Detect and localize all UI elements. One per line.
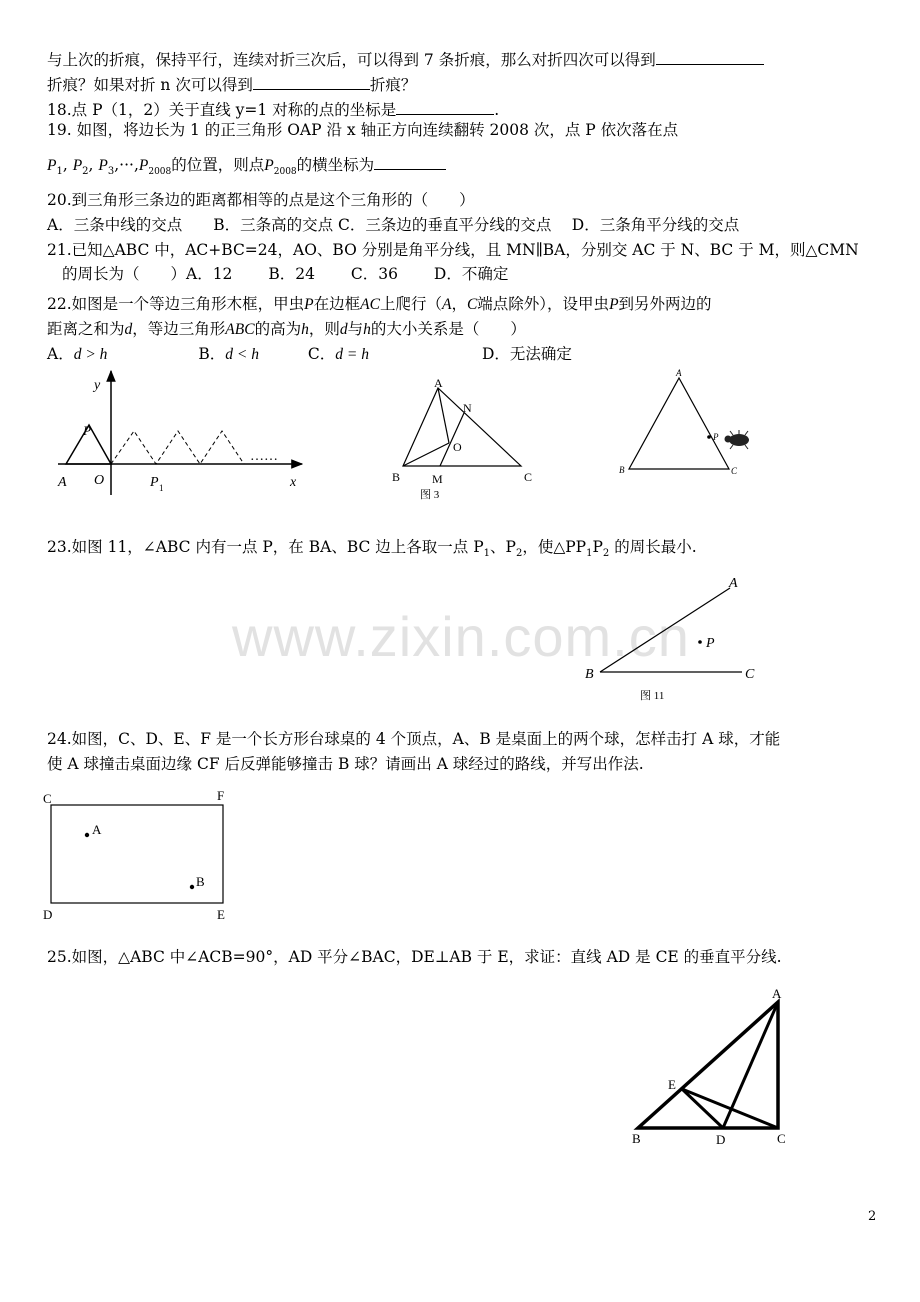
- label-a: A: [676, 368, 682, 378]
- question-23: [47, 537, 697, 564]
- q19-var: P: [47, 157, 57, 174]
- q22-var: h: [363, 321, 371, 338]
- q22-text: 的高为: [254, 320, 302, 338]
- q23-sub: 2: [515, 548, 523, 560]
- q23-sub: 2: [602, 548, 610, 560]
- q22-var: AC: [360, 296, 380, 313]
- figure-25-right-triangle: [620, 980, 800, 1150]
- q17-blank-1: [656, 48, 764, 65]
- q18-end: .: [494, 101, 500, 119]
- question-24-line-2: 使 A 球撞击桌面边缘 CF 后反弹能够撞击 B 球？请画出 A 球经过的路线，并写出作法.: [47, 755, 644, 773]
- label-b: B: [585, 667, 594, 682]
- q18-text: 18.点 P（1，2）关于直线 y=1 对称的点的坐标是: [47, 101, 397, 119]
- triangle-abc: [638, 1002, 778, 1128]
- watermark: www.zixin.com.cn: [232, 605, 690, 668]
- question-22-line-2: [47, 319, 526, 340]
- q23-text: ，使△PP: [522, 538, 587, 556]
- q22-text: 与: [347, 320, 364, 338]
- q19-text-1: 19. 如图，将边长为 1 的正三角形 OAP 沿 x 轴正方向连续翻转 2008 次，点 P 依次落在点: [47, 121, 679, 139]
- q22-text: ，: [451, 295, 467, 313]
- ball-a: [85, 833, 89, 837]
- q22-var: A: [441, 296, 452, 313]
- label-c: C: [43, 791, 52, 806]
- q19-blank: [374, 153, 446, 170]
- q22-var: d: [124, 321, 133, 338]
- q22-text: 到另外两边的: [618, 295, 712, 313]
- label-c: C: [777, 1131, 786, 1146]
- q22-var: h: [301, 321, 309, 338]
- label-b: B: [632, 1131, 641, 1146]
- figure-caption: 图 3: [420, 489, 440, 501]
- label-y: y: [94, 378, 101, 393]
- q22-var: ABC: [225, 321, 255, 338]
- q17-text-1: 与上次的折痕，保持平行，连续对折三次后，可以得到 7 条折痕，那么对折四次可以得到: [47, 51, 656, 69]
- label-c: C: [731, 466, 738, 476]
- question-19-line-1: [47, 120, 678, 140]
- label-p: P: [706, 636, 715, 651]
- q22-option-c-expr: d = h: [335, 346, 369, 363]
- q22-option-a: A．: [47, 345, 74, 363]
- q19-sub: 3: [107, 166, 115, 178]
- label-c: C: [745, 667, 755, 682]
- label-b: B: [196, 874, 205, 889]
- q22-text: ，等边三角形: [132, 320, 226, 338]
- q23-sub: 1: [483, 548, 491, 560]
- q23-text: 、P: [490, 538, 516, 556]
- q23-text: P: [592, 538, 603, 556]
- rolled-triangles: [111, 431, 244, 464]
- question-25: 25.如图，△ABC 中∠ACB=90°，AD 平分∠BAC，DE⊥AB 于 E，求证：直线 AD 是 CE 的垂直平分线.: [47, 948, 782, 966]
- q17-text-3: 折痕？: [369, 76, 417, 94]
- q22-text: 的大小关系是（ ）: [370, 320, 526, 338]
- q22-var: P: [304, 296, 314, 313]
- q19-sub: 1: [56, 166, 63, 178]
- figure-24-billiard-table: [40, 788, 240, 928]
- label-f: F: [217, 788, 225, 803]
- ball-b: [190, 885, 194, 889]
- q22-option-d: D．无法确定: [481, 345, 572, 363]
- q22-var: P: [609, 296, 619, 313]
- label-m: M: [432, 472, 443, 486]
- figure-22-triangle-frame: [612, 365, 762, 480]
- segment-ed: [682, 1089, 723, 1128]
- point-p: [698, 640, 702, 644]
- q22-option-b: B．: [198, 345, 226, 363]
- question-17-line-2: [47, 73, 416, 95]
- q17-blank-2: [253, 73, 370, 90]
- q23-text: 的周长最小.: [609, 538, 697, 556]
- question-21-line-1: 21.已知△ABC 中，AC+BC=24，AO、BO 分别是角平分线，且 MN∥BA，分别交 AC 于 N、BC 于 M，则△CMN: [47, 241, 859, 259]
- label-p: P: [83, 423, 91, 438]
- q19-var: P: [72, 157, 83, 174]
- figure-19-rolling-triangle: [50, 365, 320, 500]
- label-b: B: [619, 465, 625, 475]
- q19-text-3: 的横坐标为: [296, 156, 375, 174]
- label-x: x: [290, 475, 297, 490]
- label-o: O: [94, 473, 105, 488]
- label-p: P: [713, 432, 719, 442]
- label-e: E: [668, 1077, 676, 1092]
- q19-var: P: [138, 157, 149, 174]
- ray-ba: [600, 588, 730, 672]
- label-a: A: [772, 986, 782, 1001]
- figure-11-angle: [580, 568, 780, 708]
- q22-text: 在边框: [313, 295, 361, 313]
- q19-sub: 2: [82, 166, 89, 178]
- label-p1: P: [150, 475, 159, 490]
- triangle-abc: [403, 388, 521, 466]
- triangle-frame: [629, 378, 729, 469]
- q19-dots: ,···,: [114, 156, 139, 174]
- label-a: A: [92, 822, 102, 837]
- q18-blank: [396, 98, 494, 115]
- segment-ec: [682, 1089, 778, 1128]
- q22-var: C: [466, 296, 478, 313]
- question-21-line-2: 的周长为（ ）A．12 B．24 C．36 D．不确定: [62, 265, 509, 283]
- label-a: A: [58, 475, 67, 490]
- question-22-options: [47, 344, 572, 365]
- q22-text: 端点除外），设甲虫: [477, 295, 610, 313]
- figure-caption: 图 11: [640, 690, 665, 702]
- figure-3-triangle: [388, 375, 548, 505]
- page-number: 2: [868, 1209, 877, 1224]
- q23-sub: 1: [586, 548, 593, 560]
- q22-text: 上爬行（: [379, 295, 442, 313]
- question-17-line-1: [47, 48, 764, 70]
- q22-text: 距离之和为: [47, 320, 125, 338]
- q22-option-b-expr: d < h: [225, 346, 259, 363]
- label-a: A: [729, 576, 738, 591]
- label-n: N: [463, 401, 472, 415]
- q17-text-2: 折痕？如果对折 n 次可以得到: [47, 76, 253, 94]
- q19-text-2: 的位置，则点: [171, 156, 265, 174]
- label-d: D: [43, 907, 53, 922]
- question-24-line-1: 24.如图，C、D、E、F 是一个长方形台球桌的 4 个顶点，A、B 是桌面上的两个球，怎样击打 A 球，才能: [47, 730, 781, 748]
- label-b: B: [392, 470, 401, 484]
- label-a: A: [434, 376, 443, 390]
- question-18: [47, 98, 499, 120]
- q19-var: P: [98, 157, 108, 174]
- q19-sub: 2008: [273, 167, 297, 178]
- question-19-line-2: $P_1$, $P_2$, $P_3,\cdot\cdot\cdot,P_{2008}$的位置，则点$P_{2008}$的横坐标为: [47, 153, 446, 182]
- q23-text: 23.如图 11，∠ABC 内有一点 P，在 BA、BC 边上各取一点 P: [47, 538, 484, 556]
- label-c: C: [524, 470, 533, 484]
- ellipsis: ……: [250, 449, 278, 464]
- q22-var: d: [339, 321, 348, 338]
- q22-text: ，则: [308, 320, 340, 338]
- beetle-icon: [725, 430, 750, 449]
- label-e: E: [217, 907, 225, 922]
- q19-var: P: [264, 157, 274, 174]
- question-20-stem: 20.到三角形三条边的距离都相等的点是这个三角形的（ ）: [47, 191, 475, 209]
- question-22-line-1: [47, 294, 712, 315]
- question-20-options: A．三条中线的交点 B．三条高的交点 C．三条边的垂直平分线的交点 D．三条角平分线的交点: [47, 216, 740, 234]
- label-d: D: [716, 1132, 726, 1147]
- point-p: [707, 435, 711, 439]
- q22-option-c: C．: [307, 345, 336, 363]
- label-o: O: [453, 440, 462, 454]
- q19-sub: 2008: [148, 167, 172, 178]
- q22-option-a-expr: d > h: [73, 346, 108, 363]
- q22-text: 22.如图是一个等边三角形木框，甲虫: [47, 295, 305, 313]
- label-p1-sub: 1: [159, 483, 164, 493]
